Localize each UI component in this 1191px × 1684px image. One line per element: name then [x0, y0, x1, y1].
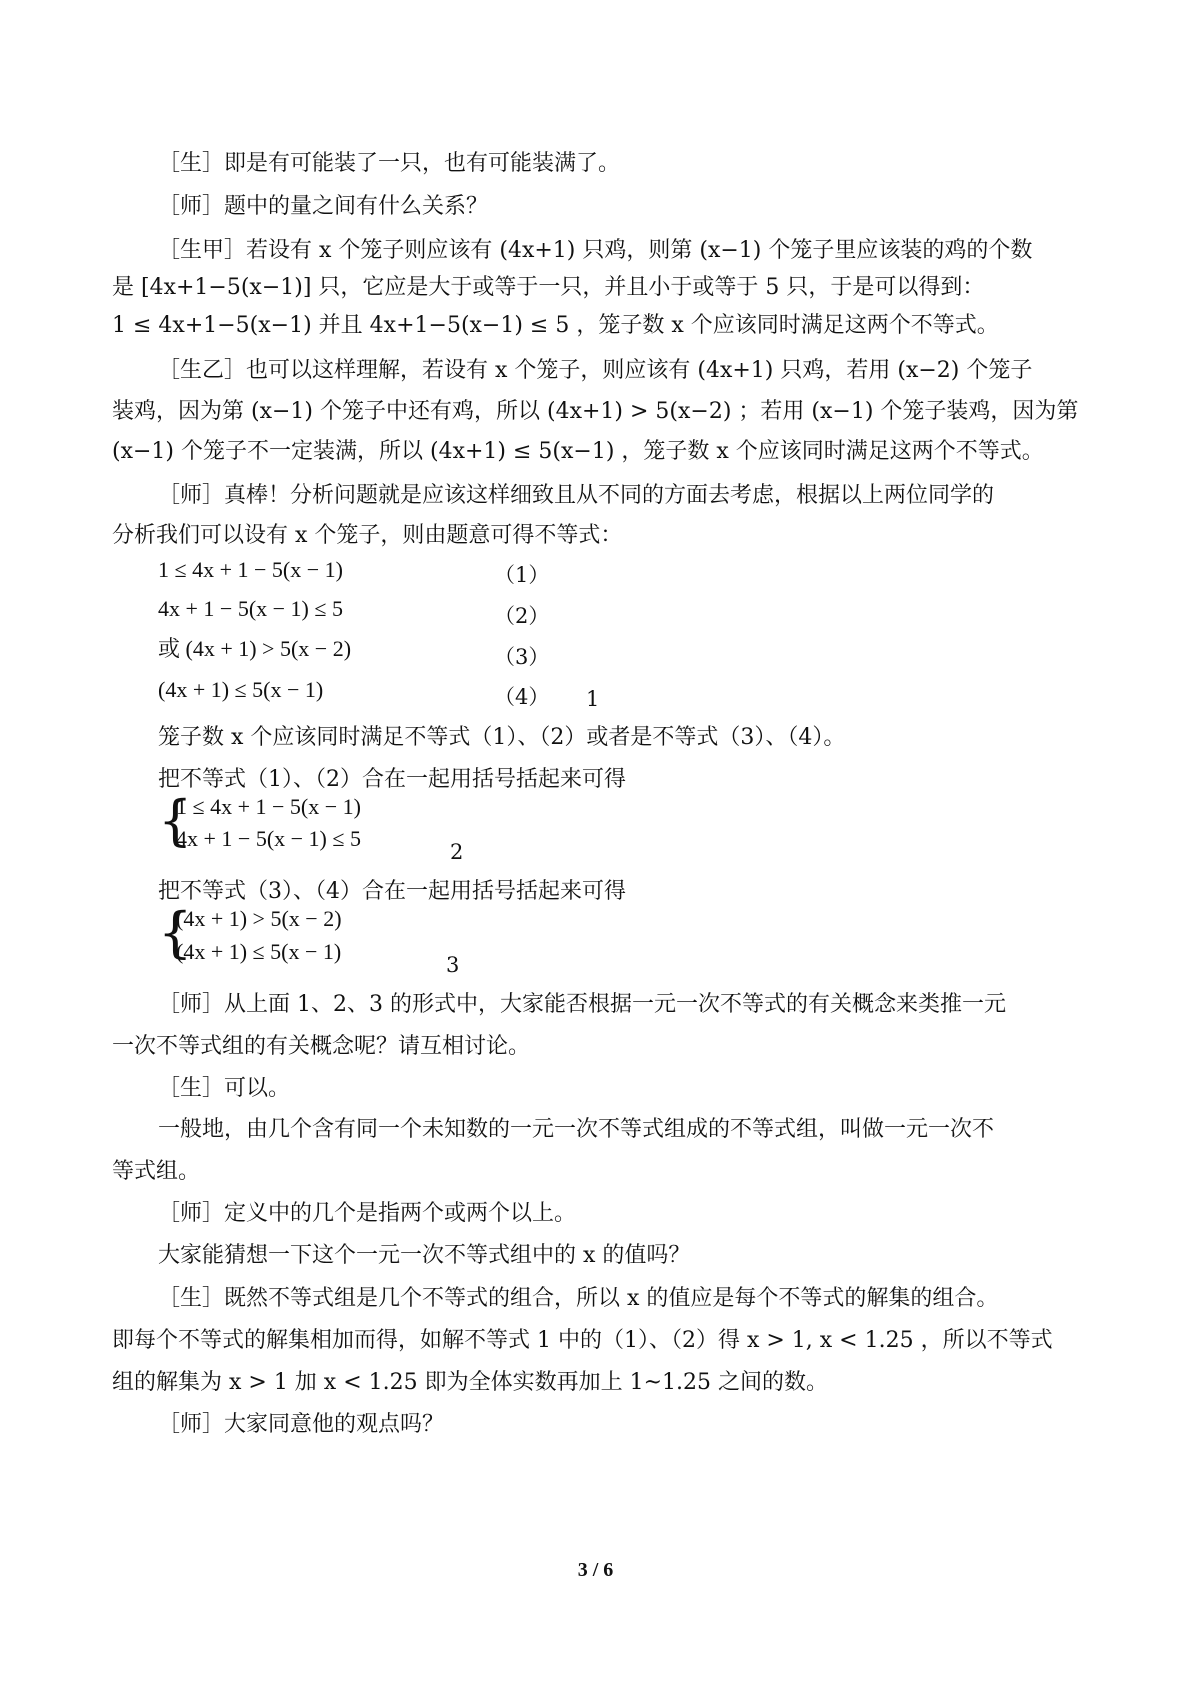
paragraph-student-reply: ［生］即是有可能装了一只，也有可能装满了。: [158, 151, 621, 176]
system2-line1: (4x + 1) > 5(x − 2): [176, 906, 342, 931]
inequality-1: 1 ≤ 4x + 1 − 5(x − 1): [158, 557, 343, 582]
paragraph-teacher-question: ［师］题中的量之间有什么关系？: [158, 194, 489, 219]
paragraph-student-b-line3: (x−1) 个笼子不一定装满，所以 (4x+1) ≤ 5(x−1) ，笼子数 x 个应该同时满足这两个不等式。: [112, 439, 1044, 464]
inequality-3: 或 (4x + 1) > 5(x − 2): [158, 636, 352, 661]
system1-brace: {: [158, 789, 193, 852]
paragraph-student-b-line2: 装鸡，因为第 (x−1) 个笼子中还有鸡，所以 (4x+1) > 5(x−2) ；若用 (x−1) 个笼子装鸡，因为第: [112, 399, 1079, 424]
paragraph-teacher-praise-line2: 分析我们可以设有 x 个笼子，则由题意可得不等式：: [112, 523, 623, 548]
paragraph-teacher-analogy-line2: 一次不等式组的有关概念呢？请互相讨论。: [112, 1034, 531, 1059]
paragraph-teacher-praise-line1: ［师］真棒！分析问题就是应该这样细致且从不同的方面去考虑，根据以上两位同学的: [158, 483, 995, 508]
paragraph-student-a-line2: 是 [4x+1−5(x−1)] 只，它应是大于或等于一只，并且小于或等于 5 只，于是可以得到：: [112, 275, 985, 300]
paragraph-combine-3-4: 把不等式（3）、（4）合在一起用括号括起来可得: [158, 879, 626, 904]
inequality-4-label: （4）: [494, 685, 550, 709]
paragraph-student-a-line3: 1 ≤ 4x+1−5(x−1) 并且 4x+1−5(x−1) ≤ 5 ，笼子数 x 个应该同时满足这两个不等式。: [112, 313, 999, 338]
paragraph-student-guess-line3: 组的解集为 x > 1 加 x < 1.25 即为全体实数再加上 1~1.25 之间的数。: [112, 1370, 829, 1395]
paragraph-teacher-note: ［师］定义中的几个是指两个或两个以上。: [158, 1201, 577, 1226]
group-marker-2: 2: [450, 840, 464, 864]
paragraph-cage-condition: 笼子数 x 个应该同时满足不等式（1）、（2）或者是不等式（3）、（4）。: [158, 725, 846, 750]
paragraph-teacher-ask-agree: ［师］大家同意他的观点吗？: [158, 1412, 445, 1437]
paragraph-student-guess-line1: ［生］既然不等式组是几个不等式的组合，所以 x 的值应是每个不等式的解集的组合。: [158, 1286, 999, 1311]
inequality-1-label: （1）: [494, 563, 550, 587]
inequality-2: 4x + 1 − 5(x − 1) ≤ 5: [158, 596, 343, 621]
paragraph-definition-line1: 一般地，由几个含有同一个未知数的一元一次不等式组成的不等式组，叫做一元一次不: [158, 1117, 995, 1142]
inequality-4: (4x + 1) ≤ 5(x − 1): [158, 677, 324, 702]
paragraph-student-yes: ［生］可以。: [158, 1076, 291, 1101]
paragraph-combine-1-2: 把不等式（1）、（2）合在一起用括号括起来可得: [158, 767, 626, 792]
paragraph-student-b-line1: ［生乙］也可以这样理解，若设有 x 个笼子，则应该有 (4x+1) 只鸡，若用 (x−2) 个笼子: [158, 358, 1033, 383]
system1-line1: 1 ≤ 4x + 1 − 5(x − 1): [176, 794, 361, 819]
group-marker-3: 3: [446, 953, 460, 977]
paragraph-teacher-analogy-line1: ［师］从上面 1、2、3 的形式中，大家能否根据一元一次不等式的有关概念来类推一元: [158, 992, 1006, 1017]
paragraph-guess-question: 大家能猜想一下这个一元一次不等式组中的 x 的值吗？: [158, 1243, 691, 1268]
paragraph-definition-line2: 等式组。: [112, 1159, 201, 1184]
inequality-3-label: （3）: [494, 645, 550, 669]
page-number: 3 / 6: [577, 1559, 614, 1581]
inequality-2-label: （2）: [494, 604, 550, 628]
paragraph-student-a-line1: ［生甲］若设有 x 个笼子则应该有 (4x+1) 只鸡，则第 (x−1) 个笼子里应该装的鸡的个数: [158, 238, 1033, 263]
system2-line2: (4x + 1) ≤ 5(x − 1): [176, 939, 342, 964]
paragraph-student-guess-line2: 即每个不等式的解集相加而得，如解不等式 1 中的（1）、（2）得 x > 1, x < 1.25 ，所以不等式: [112, 1328, 1053, 1353]
system2-brace: {: [158, 901, 193, 964]
system1-line2: 4x + 1 − 5(x − 1) ≤ 5: [176, 826, 361, 851]
group-marker-1: 1: [586, 687, 600, 711]
